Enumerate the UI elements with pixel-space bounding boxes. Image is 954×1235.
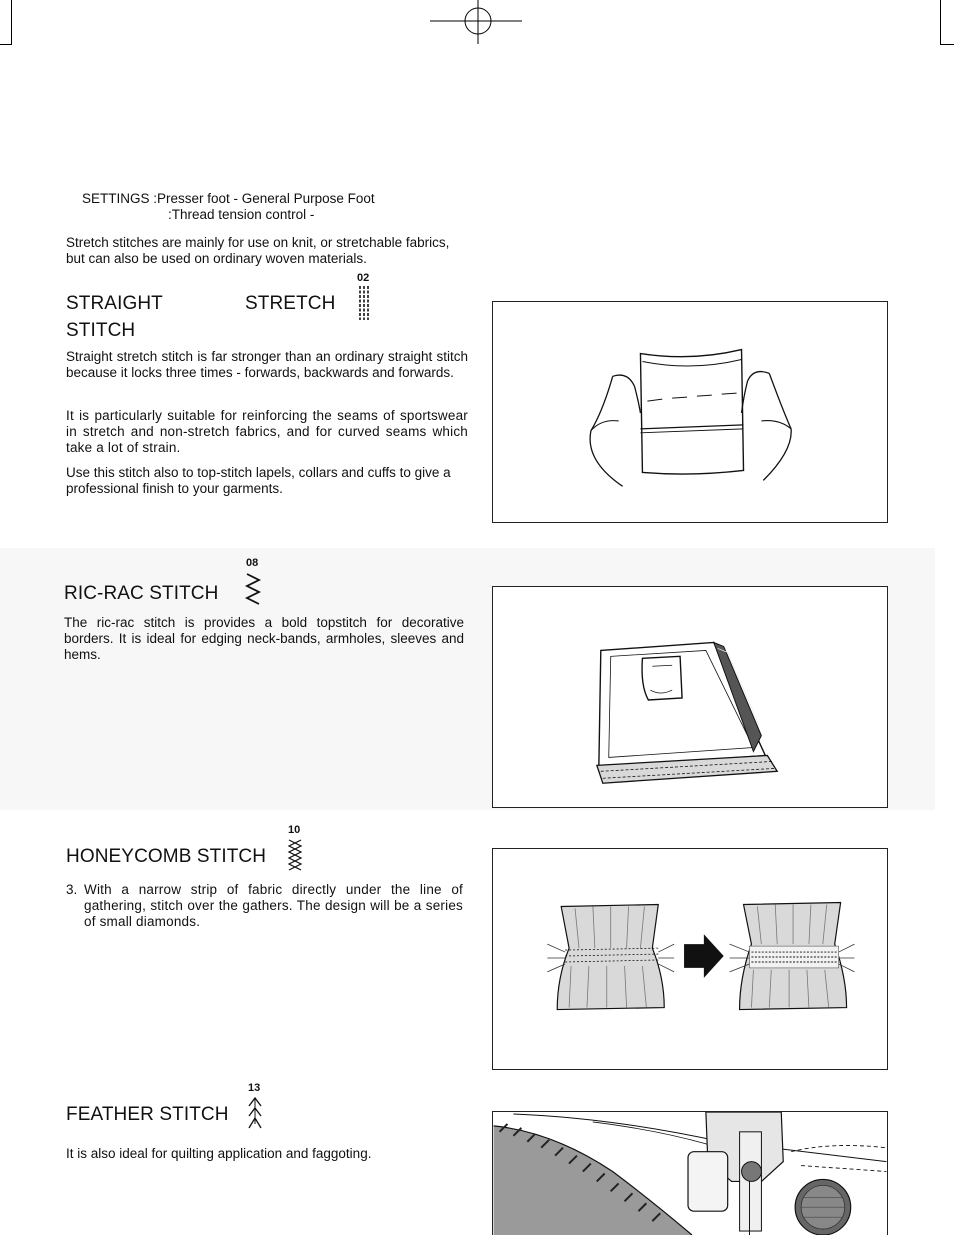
stitch-number-08: 08 — [246, 557, 259, 569]
straight-stretch-heading-word1: STRAIGHT — [66, 293, 163, 314]
crop-mark-right-v — [940, 0, 941, 45]
sewing-machine-quilting-illustration — [493, 1112, 887, 1235]
gathered-fabric-illustration — [493, 849, 887, 1069]
ric-rac-p1: The ric-rac stitch is provides a bold topstitch for decorative borders. It is ideal for edging neck-bands, armholes, sleeves and hems. — [64, 615, 464, 662]
intro-paragraph: Stretch stitches are mainly for use on knit, or stretchable fabrics, but can also be used on ordinary woven materials. — [66, 235, 450, 266]
figure-honeycomb — [492, 848, 888, 1070]
straight-stretch-p3: Use this stitch also to top-stitch lapels, collars and cuffs to give a professional finish to your garments. — [66, 465, 451, 496]
honeycomb-stitch-icon — [286, 838, 304, 874]
straight-stretch-heading-word2: STRETCH — [245, 293, 336, 314]
straight-stretch-heading-word3: STITCH — [66, 320, 136, 341]
stitch-number-13: 13 — [248, 1082, 261, 1094]
straight-stretch-p2: It is particularly suitable for reinforcing the seams of sportswear in stretch and non-stretch fabrics, and for curved seams which take a lot of strain. — [66, 408, 468, 455]
settings-line-1: SETTINGS :Presser foot - General Purpose Foot — [82, 191, 375, 206]
straight-stretch-stitch-icon — [356, 285, 372, 321]
stitch-number-02: 02 — [357, 272, 370, 284]
ric-rac-stitch-icon — [243, 572, 263, 608]
honeycomb-heading: HONEYCOMB STITCH — [66, 846, 267, 867]
crop-mark-left-v — [11, 0, 12, 45]
crop-mark-right-h — [940, 44, 954, 45]
crop-mark-left-h — [0, 44, 12, 45]
feather-p1: It is also ideal for quilting application and faggoting. — [66, 1146, 372, 1161]
step-text: With a narrow strip of fabric directly under the line of gathering, stitch over the gathers. The design will be a series of small diamonds. — [84, 882, 463, 929]
figure-feather — [492, 1111, 888, 1235]
figure-stretch-seam — [492, 301, 888, 523]
figure-ric-rac — [492, 586, 888, 808]
honeycomb-step-3 — [66, 882, 463, 930]
step-number: 3. — [66, 882, 78, 897]
feather-stitch-icon — [245, 1096, 265, 1132]
garment-edging-illustration — [493, 587, 887, 807]
straight-stretch-p1: Straight stretch stitch is far stronger than an ordinary straight stitch because it locks three times - forwards, backwards and forwards. — [66, 349, 468, 380]
ric-rac-heading: RIC-RAC STITCH — [64, 583, 219, 604]
feather-heading: FEATHER STITCH — [66, 1104, 229, 1125]
registration-mark-icon — [430, 0, 526, 46]
hands-stretching-fabric-illustration — [493, 302, 887, 522]
stitch-number-10: 10 — [288, 824, 301, 836]
settings-line-2: :Thread tension control - — [168, 207, 315, 222]
